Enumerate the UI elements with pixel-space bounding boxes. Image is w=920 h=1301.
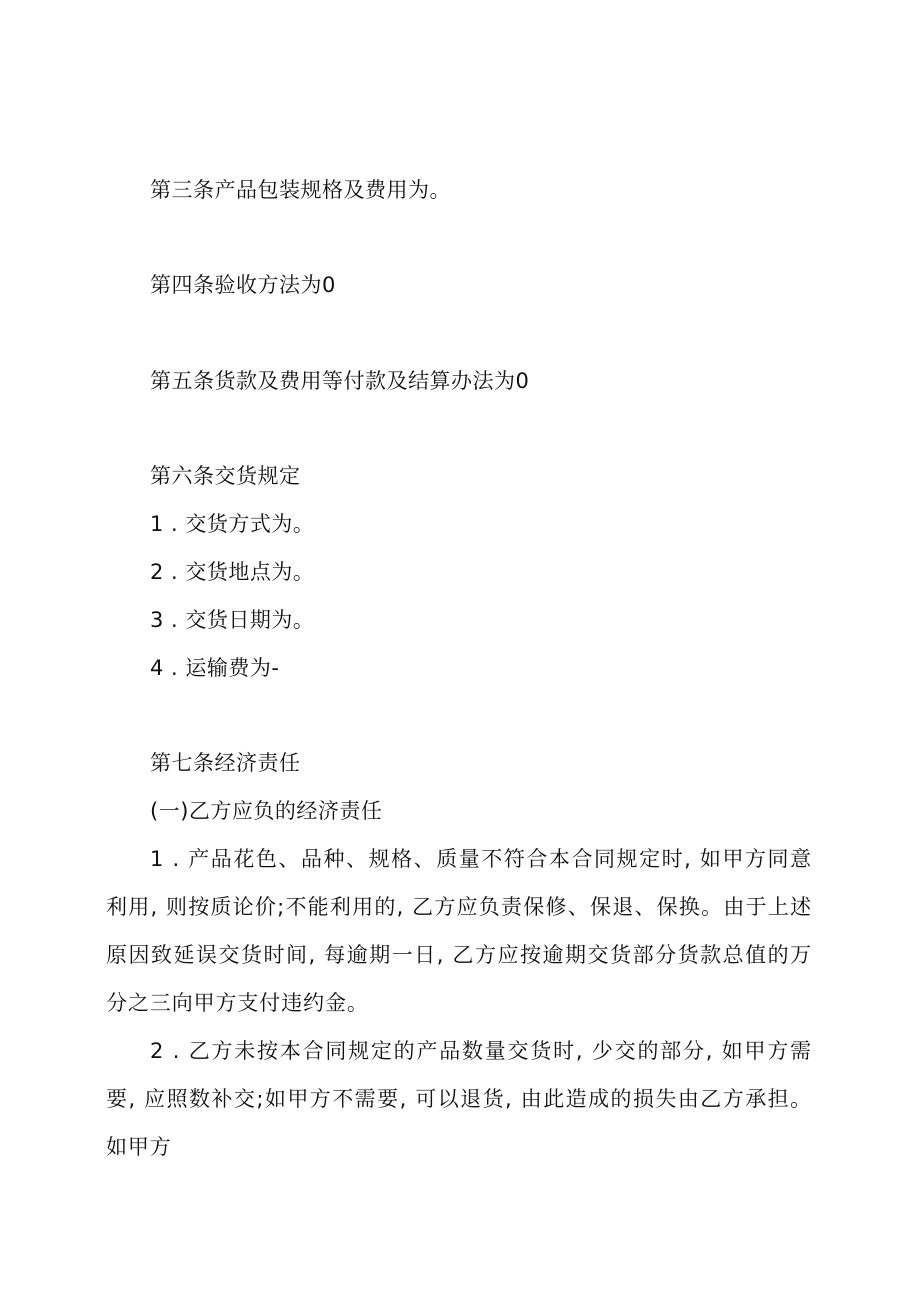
article-5-text: 第五条货款及费用等付款及结算办法为0	[150, 369, 530, 393]
article-7-subheading: (一)乙方应负的经济责任	[150, 799, 383, 823]
article-6-item-3: 3 . 交货日期为。	[150, 608, 315, 632]
article-6-heading: 第六条交货规定	[150, 464, 301, 488]
article-7-heading: 第七条经济责任	[150, 751, 301, 775]
article-7-paragraph-2: 2 . 乙方未按本合同规定的产品数量交货时, 少交的部分, 如甲方需要, 应照数补交;如甲方不需要, 可以退货, 由此造成的损失由乙方承担。如甲方	[106, 1039, 812, 1159]
article-7-paragraph-1: 1 . 产品花色、品种、规格、质量不符合本合同规定时, 如甲方同意利用, 则按质论价;不能利用的, 乙方应负责保修、保退、保换。由于上述原因致延误交货时间, 每逾期一日, 乙方应按逾期交货部分货款总值的万分之三向甲方支付违约金。	[106, 847, 812, 1015]
article-6-item-1: 1 . 交货方式为。	[150, 512, 315, 536]
article-6-item-2: 2 . 交货地点为。	[150, 560, 315, 584]
article-4-text: 第四条验收方法为0	[150, 273, 336, 297]
article-6-item-4: 4 . 运输费为-	[150, 656, 280, 680]
article-3-text: 第三条产品包装规格及费用为。	[150, 178, 451, 202]
